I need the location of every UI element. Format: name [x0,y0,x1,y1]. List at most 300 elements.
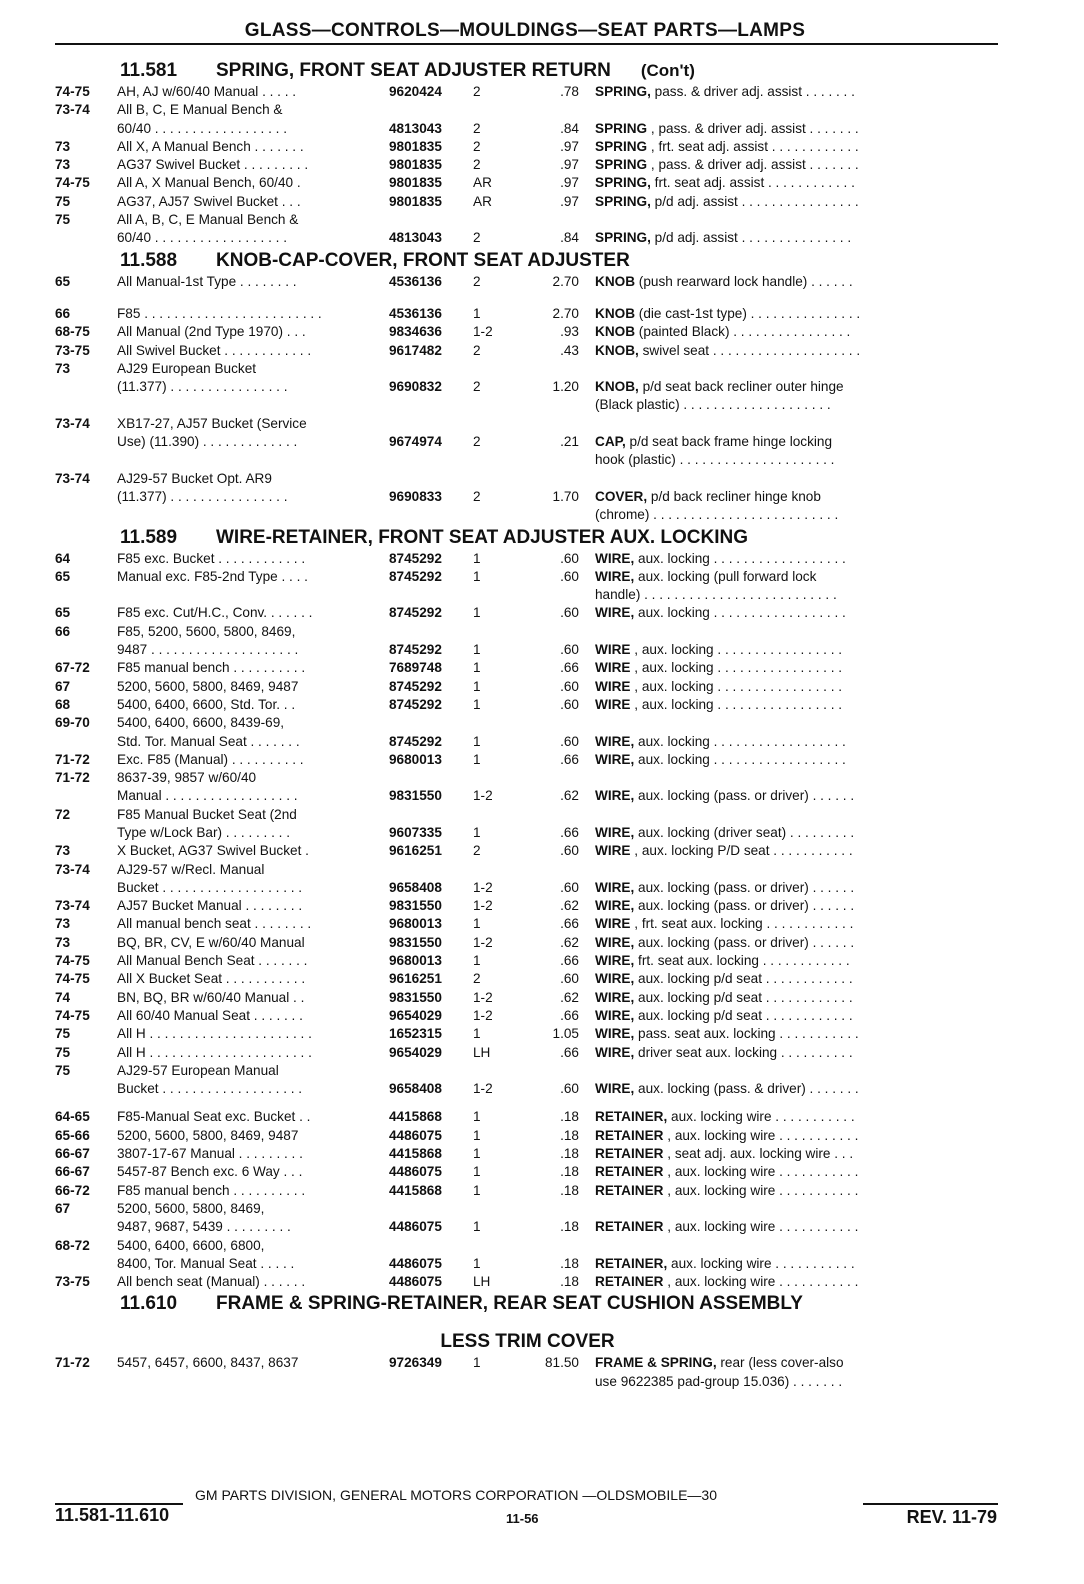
application-description: BN, BQ, BR w/60/40 Manual . . [117,989,305,1005]
part-name-bold: FRAME & SPRING, [595,1355,717,1371]
part-name-bold: SPRING [595,157,648,173]
application-description: 5457, 6457, 6600, 8437, 8637 [117,1355,299,1371]
price: .18 [560,1182,579,1198]
part-name-detail: , aux. locking wire . . . . . . . . . . . [663,1182,859,1198]
part-name-detail: (push rearward lock handle) . . . . . . [635,273,853,289]
quantity: 1 [473,305,481,321]
part-name [595,174,962,192]
quantity: 2 [473,342,481,358]
part-number [389,861,473,879]
part-number: 9831550 [389,934,442,950]
section-title: SPRING, FRONT SEAT ADJUSTER RETURN [216,60,611,81]
model-year: 73-74 [55,102,90,118]
part-name-bold: RETAINER [595,1274,664,1290]
model-year: 66 [55,623,71,639]
quantity: 1 [473,1146,481,1162]
part-name [595,273,962,291]
part-name-bold: SPRING, [595,175,651,191]
part-number [389,360,473,378]
part-name-detail: aux. locking . . . . . . . . . . . . . . . . . . [634,605,846,621]
application-description: All Manual Bench Seat . . . . . . . [117,953,308,969]
part-number [389,769,473,787]
application-description: Manual exc. F85-2nd Type . . . . [117,568,308,584]
quantity: 1-2 [473,879,493,895]
part-name-detail: aux. locking (pass. or driver) . . . . . . [634,788,855,804]
part-name-bold: RETAINER [595,1164,664,1180]
model-year [55,1080,117,1098]
application-description: 5457-87 Bench exc. 6 Way . . . [117,1164,303,1180]
application-description: AJ57 Bucket Manual . . . . . . . . [117,898,303,914]
price: 2.70 [552,305,579,321]
price [523,1237,595,1255]
part-name-detail: , aux. locking . . . . . . . . . . . . . . . . . [630,660,843,676]
part-name-detail: (Black plastic) . . . . . . . . . . . . . . . . . . . . [595,397,831,413]
application-description: F85 manual bench . . . . . . . . . . [117,660,306,676]
model-year [55,378,117,396]
quantity: 2 [473,971,481,987]
price: .60 [560,696,579,712]
quantity [473,211,523,229]
part-name-bold: WIRE, [595,989,635,1005]
price: .84 [560,230,579,246]
part-name-bold: WIRE, [595,824,635,840]
application-description [117,451,389,469]
part-name-detail: p/d seat back recliner outer hinge [638,379,844,395]
table-row [55,1080,1000,1098]
part-number: 9834636 [389,324,442,340]
part-number [389,211,473,229]
price [523,1373,595,1391]
part-name-bold: WIRE, [595,953,635,969]
model-year: 73-75 [55,342,90,358]
footer-organization: GM PARTS DIVISION, GENERAL MOTORS CORPORATION —OLDSMOBILE—30 [195,1487,717,1503]
part-name [595,1007,962,1025]
table-row [55,696,1000,714]
part-name [595,824,962,842]
part-name-detail: (die cast-1st type) . . . . . . . . . . . . . . . [635,305,861,321]
quantity: 1 [473,605,481,621]
part-name [595,568,962,586]
quantity: 1 [473,1355,481,1371]
part-number: 8745292 [389,605,442,621]
application-description [117,396,389,414]
table-row [55,1373,1000,1391]
model-year: 74-75 [55,971,90,987]
application-description: (11.377) . . . . . . . . . . . . . . . . [117,488,288,504]
part-name [595,641,962,659]
part-name [595,952,962,970]
price [523,714,595,732]
footer-revision: REV. 11-79 [906,1507,997,1527]
part-name-detail: p/d seat back frame hinge locking [625,434,833,450]
part-name-detail: pass. seat aux. locking . . . . . . . . . . . [634,1026,859,1042]
page-footer [55,1483,1000,1543]
price [523,506,595,524]
model-year: 75 [55,193,71,209]
part-name-bold: WIRE, [595,1007,635,1023]
part-name-detail: p/d adj. assist . . . . . . . . . . . . . . . [650,230,852,246]
model-year: 74 [55,989,71,1005]
part-number [389,415,473,433]
part-number: 9654029 [389,1007,442,1023]
spacer [55,1316,1000,1330]
table-row [55,229,1000,247]
table-row [55,1007,1000,1025]
table-row [55,787,1000,805]
part-name [595,915,962,933]
section-subheading: LESS TRIM COVER [440,1331,615,1353]
table-row [55,174,1000,192]
part-name [595,934,962,952]
model-year: 73-74 [55,415,90,431]
price [523,806,595,824]
quantity: AR [473,175,492,191]
model-year: 68-75 [55,324,90,340]
model-year: 75 [55,1062,71,1078]
part-name [595,1080,962,1098]
model-year [55,1373,117,1391]
part-number [389,451,473,469]
part-name [595,586,962,604]
application-description: AJ29-57 European Manual [117,1062,279,1078]
application-description: 60/40 . . . . . . . . . . . . . . . . . . [117,230,287,246]
part-name [595,1062,962,1080]
quantity [473,451,523,469]
application-description: AJ29 European Bucket [117,360,257,376]
part-name-detail: pass. & driver adj. assist . . . . . . . [650,84,855,99]
section-number: 11.588 [120,249,178,271]
quantity: 1 [473,1127,481,1143]
model-year: 73 [55,934,71,950]
application-description [117,506,389,524]
model-year: 65 [55,605,71,621]
price [523,211,595,229]
quantity: 1-2 [473,989,493,1005]
price [523,623,595,641]
price: .97 [560,175,579,191]
part-name [595,714,962,732]
application-description: 9487, 9687, 5439 . . . . . . . . . [117,1219,291,1235]
price: .60 [560,971,579,987]
model-year: 65-66 [55,1127,90,1143]
model-year: 73-74 [55,861,90,877]
quantity: 2 [473,157,481,173]
part-number: 9831550 [389,898,442,914]
price: .97 [560,138,579,154]
price [523,1062,595,1080]
quantity: 1-2 [473,1007,493,1023]
part-name-bold: KNOB, [595,342,639,358]
quantity [473,415,523,433]
part-name-bold: WIRE, [595,971,635,987]
part-name [595,861,962,879]
quantity: 1 [473,642,481,658]
part-name-bold: KNOB [595,324,636,340]
quantity [473,586,523,604]
model-year: 72 [55,806,71,822]
part-number: 9607335 [389,824,442,840]
quantity: 1-2 [473,934,493,950]
quantity: 1 [473,550,481,566]
price [523,769,595,787]
model-year: 68 [55,696,71,712]
application-description: 5400, 6400, 6600, 8439-69, [117,715,285,731]
part-name-bold: RETAINER [595,1146,664,1162]
part-name-detail: aux. locking p/d seat . . . . . . . . . . . . [634,989,853,1005]
part-name-bold: SPRING, [595,230,651,246]
application-description: All 60/40 Manual Seat . . . . . . . [117,1007,303,1023]
part-name [595,342,962,360]
table-row [55,470,1000,488]
model-year [55,733,117,751]
part-number: 4536136 [389,305,442,321]
model-year: 74-75 [55,175,90,191]
application-description: 5400, 6400, 6600, Std. Tor. . . [117,696,296,712]
quantity: 1 [473,1026,481,1042]
part-number: 4486075 [389,1127,442,1143]
quantity: 2 [473,138,481,154]
quantity: 2 [473,379,481,395]
table-row [55,506,1000,524]
price: .60 [560,1081,579,1097]
quantity: 1-2 [473,898,493,914]
price: .60 [560,678,579,694]
model-year [55,229,117,247]
part-name-detail: , aux. locking wire . . . . . . . . . . . [663,1164,859,1180]
part-name [595,229,962,247]
price: 81.50 [544,1355,579,1371]
table-row [55,879,1000,897]
part-number: 4415868 [389,1182,442,1198]
part-number: 4536136 [389,273,442,289]
part-name-bold: KNOB [595,305,636,321]
part-name [595,1145,962,1163]
application-description: (11.377) . . . . . . . . . . . . . . . . [117,379,288,395]
model-year: 66-67 [55,1146,90,1162]
part-name [595,1108,962,1126]
quantity: 2 [473,488,481,504]
quantity [473,360,523,378]
application-description: 5400, 6400, 6600, 6800, [117,1237,265,1253]
quantity: 1 [473,916,481,932]
part-number: 9617482 [389,342,442,358]
part-number: 4415868 [389,1146,442,1162]
spacer [55,1098,1000,1108]
price [523,586,595,604]
part-number: 4813043 [389,230,442,246]
part-number [389,1237,473,1255]
part-name-detail: , aux. locking . . . . . . . . . . . . . . . . . [630,642,843,658]
price [523,360,595,378]
part-name-detail: p/d adj. assist . . . . . . . . . . . . . . . . [650,193,859,209]
price: .43 [560,342,579,358]
part-number: 9616251 [389,971,442,987]
quantity: 2 [473,273,481,289]
part-name [595,1237,962,1255]
part-name [595,678,962,696]
part-name-detail: aux. locking (pass. & driver) . . . . . . . [634,1081,859,1097]
part-number [389,101,473,119]
part-name [595,696,962,714]
part-number [389,1373,473,1391]
table-row [55,952,1000,970]
part-name-detail: frt. seat aux. locking . . . . . . . . . . . . [634,953,850,969]
model-year [55,586,117,604]
part-name [595,1182,962,1200]
part-name-bold: WIRE [595,696,631,712]
section-heading [55,58,1000,83]
part-name [595,378,962,396]
part-number: 8745292 [389,568,442,584]
part-name-detail: , pass. & driver adj. assist . . . . . . . [647,120,859,136]
part-name-detail: use 9622385 pad-group 15.036) . . . . . . . [595,1373,843,1389]
price: 1.70 [552,488,579,504]
application-description: 9487 . . . . . . . . . . . . . . . . . . . . [117,642,299,658]
part-number: 4486075 [389,1219,442,1235]
application-description: 5200, 5600, 5800, 8469, 9487 [117,678,299,694]
part-name [595,623,962,641]
part-number: 9801835 [389,157,442,173]
model-year: 73-74 [55,898,90,914]
price: .18 [560,1164,579,1180]
table-row [55,488,1000,506]
table-row [55,211,1000,229]
part-name-detail: , aux. locking . . . . . . . . . . . . . . . . . [630,696,843,712]
part-name [595,488,962,506]
quantity: 1 [473,696,481,712]
parts-listing [55,58,1000,1391]
price: .60 [560,605,579,621]
quantity: 1 [473,953,481,969]
quantity: 1 [473,751,481,767]
quantity [473,769,523,787]
part-number [389,396,473,414]
table-row [55,897,1000,915]
part-number: 9674974 [389,434,442,450]
price: .66 [560,916,579,932]
application-description: F85 Manual Bucket Seat (2nd [117,806,297,822]
model-year: 67 [55,678,71,694]
part-name-bold: WIRE, [595,1081,635,1097]
part-number: 4486075 [389,1274,442,1290]
part-number [389,506,473,524]
part-name-bold: WIRE, [595,1026,635,1042]
application-description: BQ, BR, CV, E w/60/40 Manual [117,934,305,950]
model-year: 74-75 [55,84,90,99]
part-number: 7689748 [389,660,442,676]
part-name-bold: RETAINER [595,1127,664,1143]
quantity: 2 [473,120,481,136]
price: .97 [560,193,579,209]
quantity [473,1062,523,1080]
part-name-detail: aux. locking (pass. or driver) . . . . . . [634,934,855,950]
table-row [55,769,1000,787]
table-row [55,273,1000,291]
quantity [473,861,523,879]
part-number: 9680013 [389,953,442,969]
part-number: 9690832 [389,379,442,395]
model-year: 75 [55,1044,71,1060]
price: .60 [560,568,579,584]
part-name [595,769,962,787]
part-name-bold: KNOB [595,273,636,289]
table-row [55,120,1000,138]
part-name [595,1127,962,1145]
part-name [595,193,962,211]
section-continued: (Con't) [640,61,695,80]
model-year: 69-70 [55,715,90,731]
model-year: 75 [55,1026,71,1042]
application-description: 60/40 . . . . . . . . . . . . . . . . . . [117,120,287,136]
part-number: 9658408 [389,1081,442,1097]
quantity [473,623,523,641]
price: .60 [560,733,579,749]
price: .62 [560,788,579,804]
part-name-detail: (painted Black) . . . . . . . . . . . . . . . . [635,324,851,340]
table-row [55,970,1000,988]
application-description: All Manual-1st Type . . . . . . . . [117,273,297,289]
application-description: F85 exc. Bucket . . . . . . . . . . . . [117,550,306,566]
part-number: 4486075 [389,1164,442,1180]
part-name-bold: WIRE, [595,898,635,914]
footer-rule-right [863,1503,998,1505]
table-row [55,989,1000,1007]
price: 1.05 [552,1026,579,1042]
quantity: 1 [473,1164,481,1180]
part-name [595,751,962,769]
part-number: 8745292 [389,642,442,658]
part-name [595,1373,962,1391]
quantity: 1 [473,733,481,749]
footer-group-range: 11.581-11.610 [55,1505,170,1525]
price [523,415,595,433]
section-title: FRAME & SPRING-RETAINER, REAR SEAT CUSHION ASSEMBLY [216,1293,803,1315]
part-name-bold: WIRE [595,916,631,932]
price [523,470,595,488]
application-description: F85 . . . . . . . . . . . . . . . . . . . . . . . . [117,305,322,321]
table-row [55,568,1000,586]
model-year [55,506,117,524]
quantity: 1 [473,1255,481,1271]
application-description: AG37 Swivel Bucket . . . . . . . . . [117,157,309,173]
part-name-detail: swivel seat . . . . . . . . . . . . . . . . . . . . [638,342,861,358]
part-number: 9616251 [389,843,442,859]
quantity: 2 [473,843,481,859]
part-name-detail: aux. locking (pass. or driver) . . . . . . [634,879,855,895]
part-name-bold: COVER, [595,488,648,504]
model-year [55,1255,117,1273]
part-name-detail: aux. locking p/d seat . . . . . . . . . . . . [634,971,853,987]
part-name-bold: CAP, [595,434,626,450]
part-name [595,989,962,1007]
part-name-detail: aux. locking (driver seat) . . . . . . . . . [634,824,855,840]
part-name-detail: aux. locking . . . . . . . . . . . . . . . . . . [634,550,846,566]
application-description: Bucket . . . . . . . . . . . . . . . . . . . [117,1081,303,1097]
application-description: All H . . . . . . . . . . . . . . . . . . . . . . [117,1026,312,1042]
table-row [55,415,1000,433]
section-number: 11.581 [120,60,178,81]
price: .66 [560,824,579,840]
section-heading [55,1291,1000,1316]
price: .97 [560,157,579,173]
part-name-detail: , pass. & driver adj. assist . . . . . . . [647,157,859,173]
application-description: Type w/Lock Bar) . . . . . . . . . [117,824,290,840]
part-name-bold: WIRE, [595,550,635,566]
part-name-detail: aux. locking . . . . . . . . . . . . . . . . . . [634,733,846,749]
table-row [55,83,1000,101]
price: .60 [560,879,579,895]
table-row [55,678,1000,696]
